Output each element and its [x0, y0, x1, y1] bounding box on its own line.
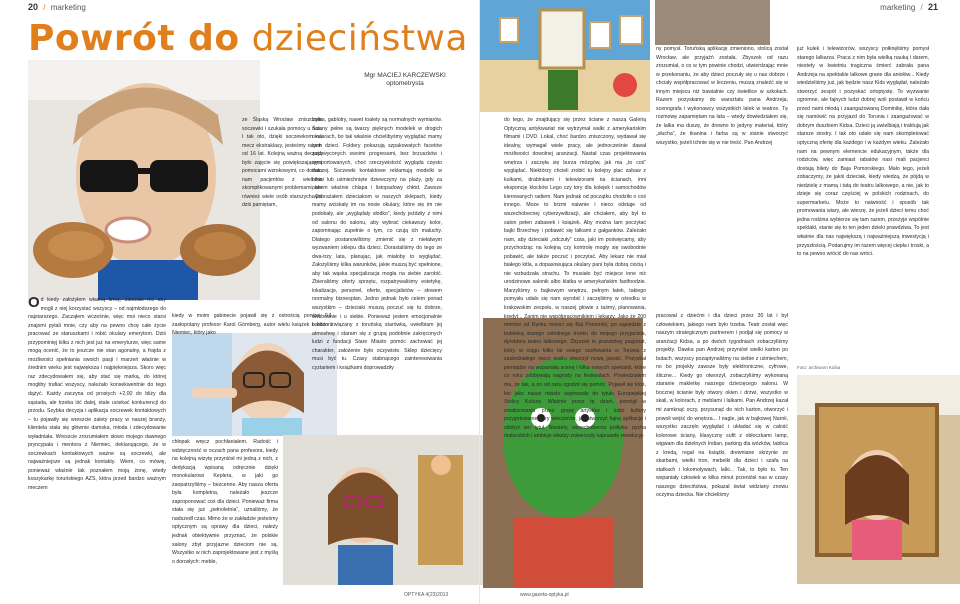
- text-column-2b: [172, 312, 332, 336]
- article-title: [28, 18, 468, 59]
- text-column-5: [656, 45, 788, 310]
- page-header-right: marketing / 21: [880, 2, 938, 12]
- footer-left: OPTYKA 4(23)2013: [404, 592, 449, 598]
- column-2b-text: kiedy w moim gabinecie pojawił się z ostrością poniżej 0,1 zasłopotany profesor Karol Górnberg, autor wielu książek o historii Niemiec, który jako: [172, 313, 332, 337]
- column-5b-text: pracował z dziećmi i dla dzieci przez 30 lat i był człowiekiem, jakiego nam było trzeba. Teatr został więc naszym strategicznym partnerem i podjął się pomocy w aranżacji Kidsa, a po dwóch tygodniach zobaczyliśmy projekty. Dawka pan Andrzej przyniósł wielki karton po butach, wszyscy pozaptynaliśmy na siebie z uśmiechem, no bo projekty zawsze były elektroniczne, cyfrowe, śliczne... Kiedy go otworzył, zobaczyliśmy wykonaną staranie makietkę naszego dziecięcego salonu. W bocznej ścianie były otwory okien i drzwi, wszystko w skali, w kolorach, z meblami i lalkami. Pan Andrzej kazał mi zamknąć oczy, przysunąć do nich karton, otworzyć i powoli wejść do wnętrza... I nagle, jak w bajkowej Narnii, wszystko zaczęło wyglądać i układać się w całość kolorowe ściany, klasyczny sufit z obłoczkami lamp, wigwam dla dzielnych Indian, parking dla wózków, tablica z kredą, regał na książki, drewniane skrzynie ze skarbami, wielki tron, mebelki dla dzieci i szafa na statkach i lokomotywach, lalki... Tak, to było to. Ten wspaniały człowiek w kilka minut przeniósł nas w czasy naszego dzieciństwa, pokazał świat widziany znowu oczyma dziecka. Nie chcieliśmy: [656, 313, 788, 499]
- title-light: dzieciństwa: [251, 18, 468, 59]
- column-3-text: lustra, gablotry, nawet toalety są normalnych wymiarów. Ściany pełne są twarzy pięknych modelek w drogich okularach, bo tak właśnie chcielibyśmy wyglądać mamy tych dzieci. Foldery pokazują szpakowatych facetów zachwyconych swoimi progresami, bez brzuszków i wysportowanych, choć rzeczywistość wygląda często inaczej. Soczewki kontaktowe reklamują modelki w bikini lub uśmiechnięte dziewczyny na plaży, gdy za oknem właśnie chlapa i listopadowy chłód. Zawsze wyobrażałem dzieciakom w naszych sklepach, kiedy mamy wciskały im na nosie okulary, które się im nie podobały, ale „wyglądały słodko”, kiedy jeździły z nimi od salonu do salonu, aby wybrać ciekawszy kolor, zapominając zupełnie o tym, co czują ich maluchy. Dlatego postanowiliśmy zmienić się z niełatwym wyzwaniem sklepu dla dzieci. Dorastaliśmy do tego ze dwa-trzy lata, planując, jak miałoby to wyglądać. Założyliśmy kilka warunków, jakie muszą być spełnione, aby tak wąska specjalizacja mogła na siebie zarobić. Zbieraliśmy oferty sprzętu, rozpatrywaliśmy estetykę, lokalizacje, personel, oferte, specjalistów – słowem normalny biznesplan. Jedno jednak było celem ponad wszystkim – dzieciaki muszą poczuć się tu dobrze, swobodnie i u siebie. Ponieważ jestem emocjonalnie bardzo związany z toruńską starówką, uwielbiam jej atmosferę i staram się z grupą podobnie zakręconych ludzi z fundacji Stare Miasto pomóc zachować jej charakter, założenie było oczywiste. Sklep dziecięcy musi być tu. Czasy stabnącego zainteresowania cyztaniem i książkami doprowadziły: [312, 117, 442, 371]
- text-column-4: [504, 116, 646, 440]
- photo-boy-sunglasses: [28, 60, 260, 300]
- page-header-left: 20 / marketing: [28, 2, 86, 12]
- text-column-1: [28, 296, 166, 586]
- text-column-5b: [656, 312, 788, 588]
- title-bold: Powrót do: [28, 18, 240, 59]
- text-column-3: [312, 116, 442, 434]
- column-2a-text: ze Śląską Wrocław zniszczyła soczewki i szukała pomocy u nas. I tak oto, dzięki soczewkom na mecz ekstraklasy, jesteśmy razem od 16 lat. Kolejną ważną decyzją było zajęcie się powiększającymi pomocami wzrokowymi, co dodało nam pacjentów z wieloma skomplikowanymi problemami, ale również wiele osób starszych. Do dziś pamiętam,: [242, 117, 322, 209]
- author-role: optometrysta: [386, 80, 424, 87]
- text-column-2a: [242, 116, 322, 312]
- photo-girl-puppets: [283, 435, 483, 585]
- author-block: [335, 72, 475, 88]
- author-name: Mgr MACIEJ KARCZEWSKI: [364, 72, 446, 79]
- column-2c-text: chłopak wręcz pochłaniałem. Radość i wdzięczność w oczach pana profesora, kiedy na kolejną wizytę przyniósł mi jedną z nich, z dedykacją wpisaną odręcznie dzięki monokularowi Keplera, w jaki go zaopatrzyliśmy – bezcenne. Aby nasza oferta była kompletna, należało jeszcze zaproponować coś dla dzieci. Ponieważ firma stała się już „pełnoletnia”, uznaliśmy, że nadszedł czas. Mimo że w zakładzie jesteśmy optycznym są oprawy dla dzieci, należy jednak obiektywnie przyznać, że polskie salony zbyt przyjazne dzieciom nie są. Wszystko w nich zaprojektowane jest z myślą o dorosłych: meble,: [172, 439, 278, 565]
- drop-cap: O: [28, 294, 40, 311]
- column-1-text: d kiedy założyłem własną firmę, zależało mi, aby mogli z niej korzystać wszyscy – od najmłodszego do najstarszego. Zacząłem wcześnie, więc moi nieco starsi znajomi pytali mnie, czy aby na pewno chcę całe życie pracować ze staruszkami i robić okulary emerytom. Dziś przypominięj kilku z nich jest już na emeryturze, więc same mogą ocenić, że to jeszcze nie stan agonalny, a frajda z możliwości spełniania swoich pasji i marzeń właśnie w średnim wieku jest największa i najpiękniejsza. Skoro więc raz zdecydowałem się, aby stać się marką, do której mogliby trafiać wszyscy, należało konsekwentnie do tego dążyć. Każdy zaczyna od prostych +2,00 do bliży dla sąsiada, ale trzeba iść dalej, stale uciekać konkurencji do przodu. Szybka decyzja i aplikacja soczewek kontaktowych – tu pojawiły się wreszcie zalety pracy w naszej branży, klientela stała się głównie damska, młoda i zdecydowanie wyładniała. Wreszcie zrozumiałem słowo mojego dawnego pryncypała i mentora z Niemiec, deklarującego, że w soczewkach kontaktowych ważne są soczewki, ale najważniejsze są jednak kontakty. Wiem, co mówię, ponieważ właśnie tak poznałem moją żonę, wtedy koszykarkę toruńskiego AZS, która przed bardzo ważnym meczem: [28, 297, 166, 492]
- text-column-2c: [172, 438, 278, 588]
- column-5-text: ny pomysł. Toruńską aplikację zmieniono, stolicą został Wrocław, ale przyjaźń została. Zbyszek od razu zrozumiał, o co w tym powinie chodzi, utwierdzając mnie w przekonaniu, że aby dzieci poczuły się u nas dobrze i chciały współpracować w leczeniu, muszą znaleźć się w innym miejscu niż bawialnie czy świetlice w szkołach. Razem pozyskamy do warsztatu pana Andrzeja, scenografa i wykonawcy wszystkich lalek w teatrze. Tę rozmowę zapamiętam na lata – wtedy dowiedziałem się, że lalka ma duszę, że drewno to jedyny materiał, który „słucha”, że tkanina i farba są w stanie stworzyć wszystko, jeżeli tchnie się w nie treść. Pan Andrzej: [656, 46, 788, 147]
- page-gutter: [479, 0, 480, 604]
- footer-right: www.gazeta-optyka.pl: [520, 592, 569, 598]
- photo-credit: Foto: archiwum Kidsa: [797, 365, 841, 370]
- column-6-text: już kulek i telewizorów, wszyscy połknęliśmy pomysł starego lalkarza. Praca z nim była wielką nauką i darem, niestety w kwietniu tragiczna śmierć zabrała pana Andrzeja na spektakle lalkowe grane dla aniołów... Kiedy wiedzieliśmy już, jak będzie nasz Kids wyglądał, należało stworzyć zespół i pozyskać ortoptystę. To wyzwanie ogromne, ale fajnych ludzi dobrej woli postawił w końcu przed nami młodą i zaangażowaną Dominikę, która dała się namówić na przyjazd do Torunia i zaangażować w dobrym duszkiem Kidsa. Dzieci ją uwielbiają i traktują jak starsze siostry. I tak oto udało się nam skompletować optyczną ofertę dla każdego i w każdym wieku. Zależało nam na pewnym elemencie edukacyjnym, także dla rodziców, więc zamiast rabatów nasi mali pacjenci dostają bilety do Baja Pomorskiego. Mało tego, jeżeli zobaczymy, że jakiś dzieciak, kiedy wiedzą, że pójdą w niedzielę z mamą i tatą do teatru lalkowego, a nie, jak to dzieje się coraz częściej w polskich rodzinach, do supermarketu. Może to naiwność i sposób tak promowania wiary, ale wierzę, że jeżeli dzieci temu choć jedna rodzina wybierze się tam razem, przeżyje wspólnie spektakl, stanie się to ten jeden dzieki prawdziwa. To jest właśnie dla nas największą i najważniejszą inwestycją i przyszłością. Podarujmy im razem więcej ciepła i troski, a to na pewno wrócić do nas wróci.: [797, 46, 929, 258]
- section-label-right: marketing: [880, 3, 916, 12]
- page-number-right: 21: [927, 2, 938, 12]
- section-label-left: marketing: [50, 3, 86, 12]
- photo-puppet-top: [655, 0, 770, 45]
- photo-girl-wardrobe: [797, 375, 960, 584]
- page-number-left: 20: [28, 2, 39, 12]
- text-column-6: [797, 45, 929, 360]
- photo-store-wall: [480, 0, 650, 112]
- column-4-text: do tego, że znajdujący się przez ściane z naszą Galerią Optyczną antykwariat nie wytrzymał walki z amerykańskim filmami i DVD. Lokal, choć bardzo zniszczony, wydawał się idealny, wymagał wiele pracy, ale jednocześnie dawał możliwości dowolnej aranżacji. Nastał czas projektowania wnętrza i zaczęła się burza mózgów, jak ma „to coś” wyglądać. Niektórzy chcieli zrobić tu kolejny plac zabaw z kulkami, drabinkami i telewizorami na ścianach, inni eksponcję klocków Lego czy tory dla kolejek i samochodów kierowanych radiem. Nam jednak od początku chodziło o coś innego. Może to brzmi naiwnie i nieco odstaje od wszechobecnej cyberzywilizacji, ale chciałem, aby był to salon pełen zabawek i książek. Aby można tam poczytać bajki Brzechwy i pobawić się lalkami z gałganków. Zależało nam, aby dzieciaki „odczuły” czas, jaki im poświęcamy, aby przychodząc na kolejną czy kontrolę mogły się swobodnie pobawić, ale także poczuć i poczytać. Aby lekarz nie miał białego kitla, a dopasowująca okulary pani była dobrą ciocią i nie wzbudzała strachu. To musiało być miejsce inne niż urodzinowe salonik albo klatka w amerykańskim fastfoodzie. Marzyliśmy o bajkowym wnętrzu, pełnym łatek, takiego pomysłu udało się nam wyrobić i zaczęliśmy w ośrodku w krakowskim zespołu, w naszej głowie z taśmy, planowania, kredyt... Zanim nie wspólpracownikiem i lekarzy. Jako że 200 metrów od Rynku mieści się Baj Pomorski, po sąsiedzie z buteleką starego szkolnego trunku do mojego przyjaciela, dyrektora teatru lalkowego. Zbyszek to prawdziwy pasjonat, który w ciągu kilku lat swego szefowania w Toruniu z zasiedziałego nieco teatru stworzył nową jakość. Pozyskał pieniądze na wspaniałą scenę i kilka nowych spektakli, które co roku zdobywają nagrody na festiwalach. Powiedziałem mu, że tak, a on od razu zgodził się pomóc. Pojawił się ktoś, kto jako nasze miasto aspirowało do tytułu Europejskiej Stolicy Kultury. Właśnie przez tę dzień, pomógł w zrealizowaniu przez grupę artystów i ludzi kultury przygotowanie pary wieczorów, jak stworzyć fajną aplikację i zdobyć ten tytuł. Niestety, wszechobecna polityka, pycha maluczkich i ambicje władzy zniweczyły naprawdę rewolucyj-: [504, 117, 646, 440]
